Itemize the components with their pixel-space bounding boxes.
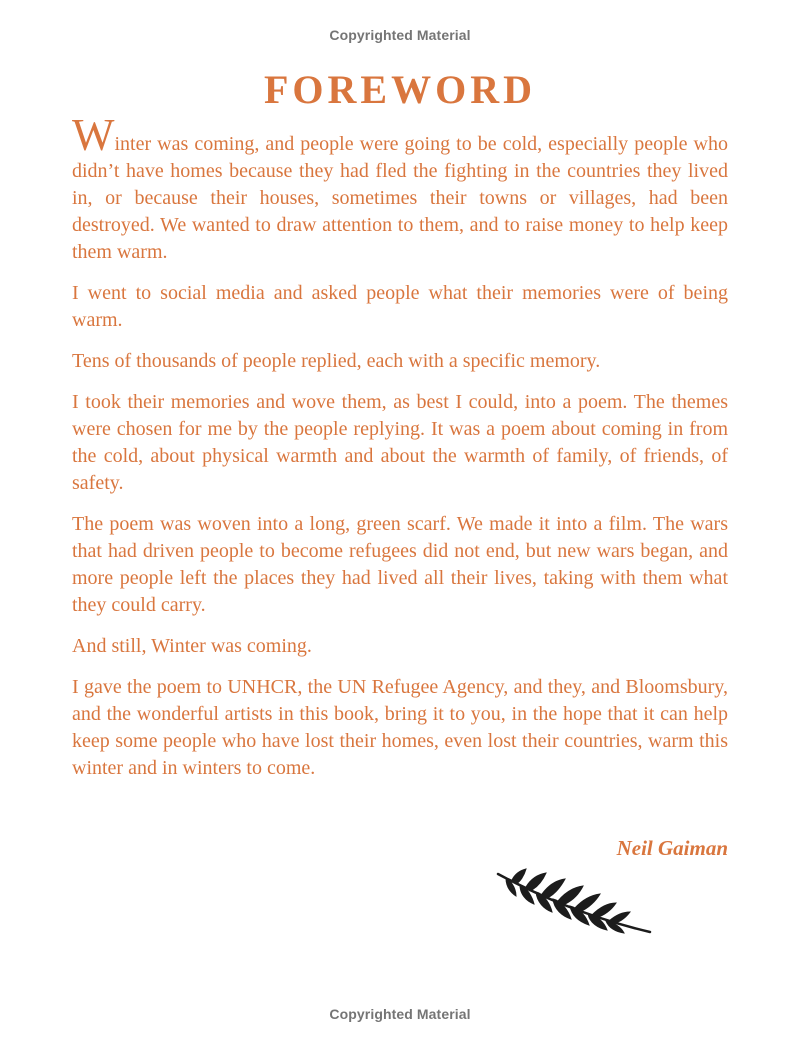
paragraph-3: Tens of thousands of people replied, each with a specific memory.	[72, 350, 601, 372]
page-title: FOREWORD	[264, 67, 536, 112]
paragraph-2: I went to social media and asked people what their memories were of being warm.	[72, 282, 728, 331]
copyright-watermark-bottom: Copyrighted Material	[329, 1006, 471, 1022]
paragraph-5: The poem was woven into a long, green scarf. We made it into a film. The wars that had driven people to become refugees did not end, but new wars began, and more people left the places they had lived all their lives, taking with them what they could carry.	[72, 513, 728, 616]
paragraph-4: I took their memories and wove them, as best I could, into a poem. The themes were chosen for me by the people replying. It was a poem about coming in from the cold, about physical warmth and about the warmth of family, of friends, of safety.	[72, 391, 728, 494]
paragraph-1: Winter was coming, and people were going to be cold, especially people who didn’t have homes because they had fled the fighting in the countries they lived in, or because their houses, sometimes their towns or villages, had been destroyed. We wanted to draw attention to them, and to raise money to help keep them warm.	[72, 110, 728, 263]
feather-icon	[492, 866, 656, 942]
paragraph-7: I gave the poem to UNHCR, the UN Refugee Agency, and they, and Bloomsbury, and the wonderful artists in this book, bring it to you, in the hope that it can help keep some people who have lost their homes, even lost their countries, warm this winter and in winters to come.	[72, 676, 728, 779]
paragraph-6: And still, Winter was coming.	[72, 635, 312, 657]
foreword-body	[72, 110, 728, 796]
author-signature: Neil Gaiman	[616, 836, 728, 860]
copyright-watermark-top: Copyrighted Material	[329, 27, 471, 43]
